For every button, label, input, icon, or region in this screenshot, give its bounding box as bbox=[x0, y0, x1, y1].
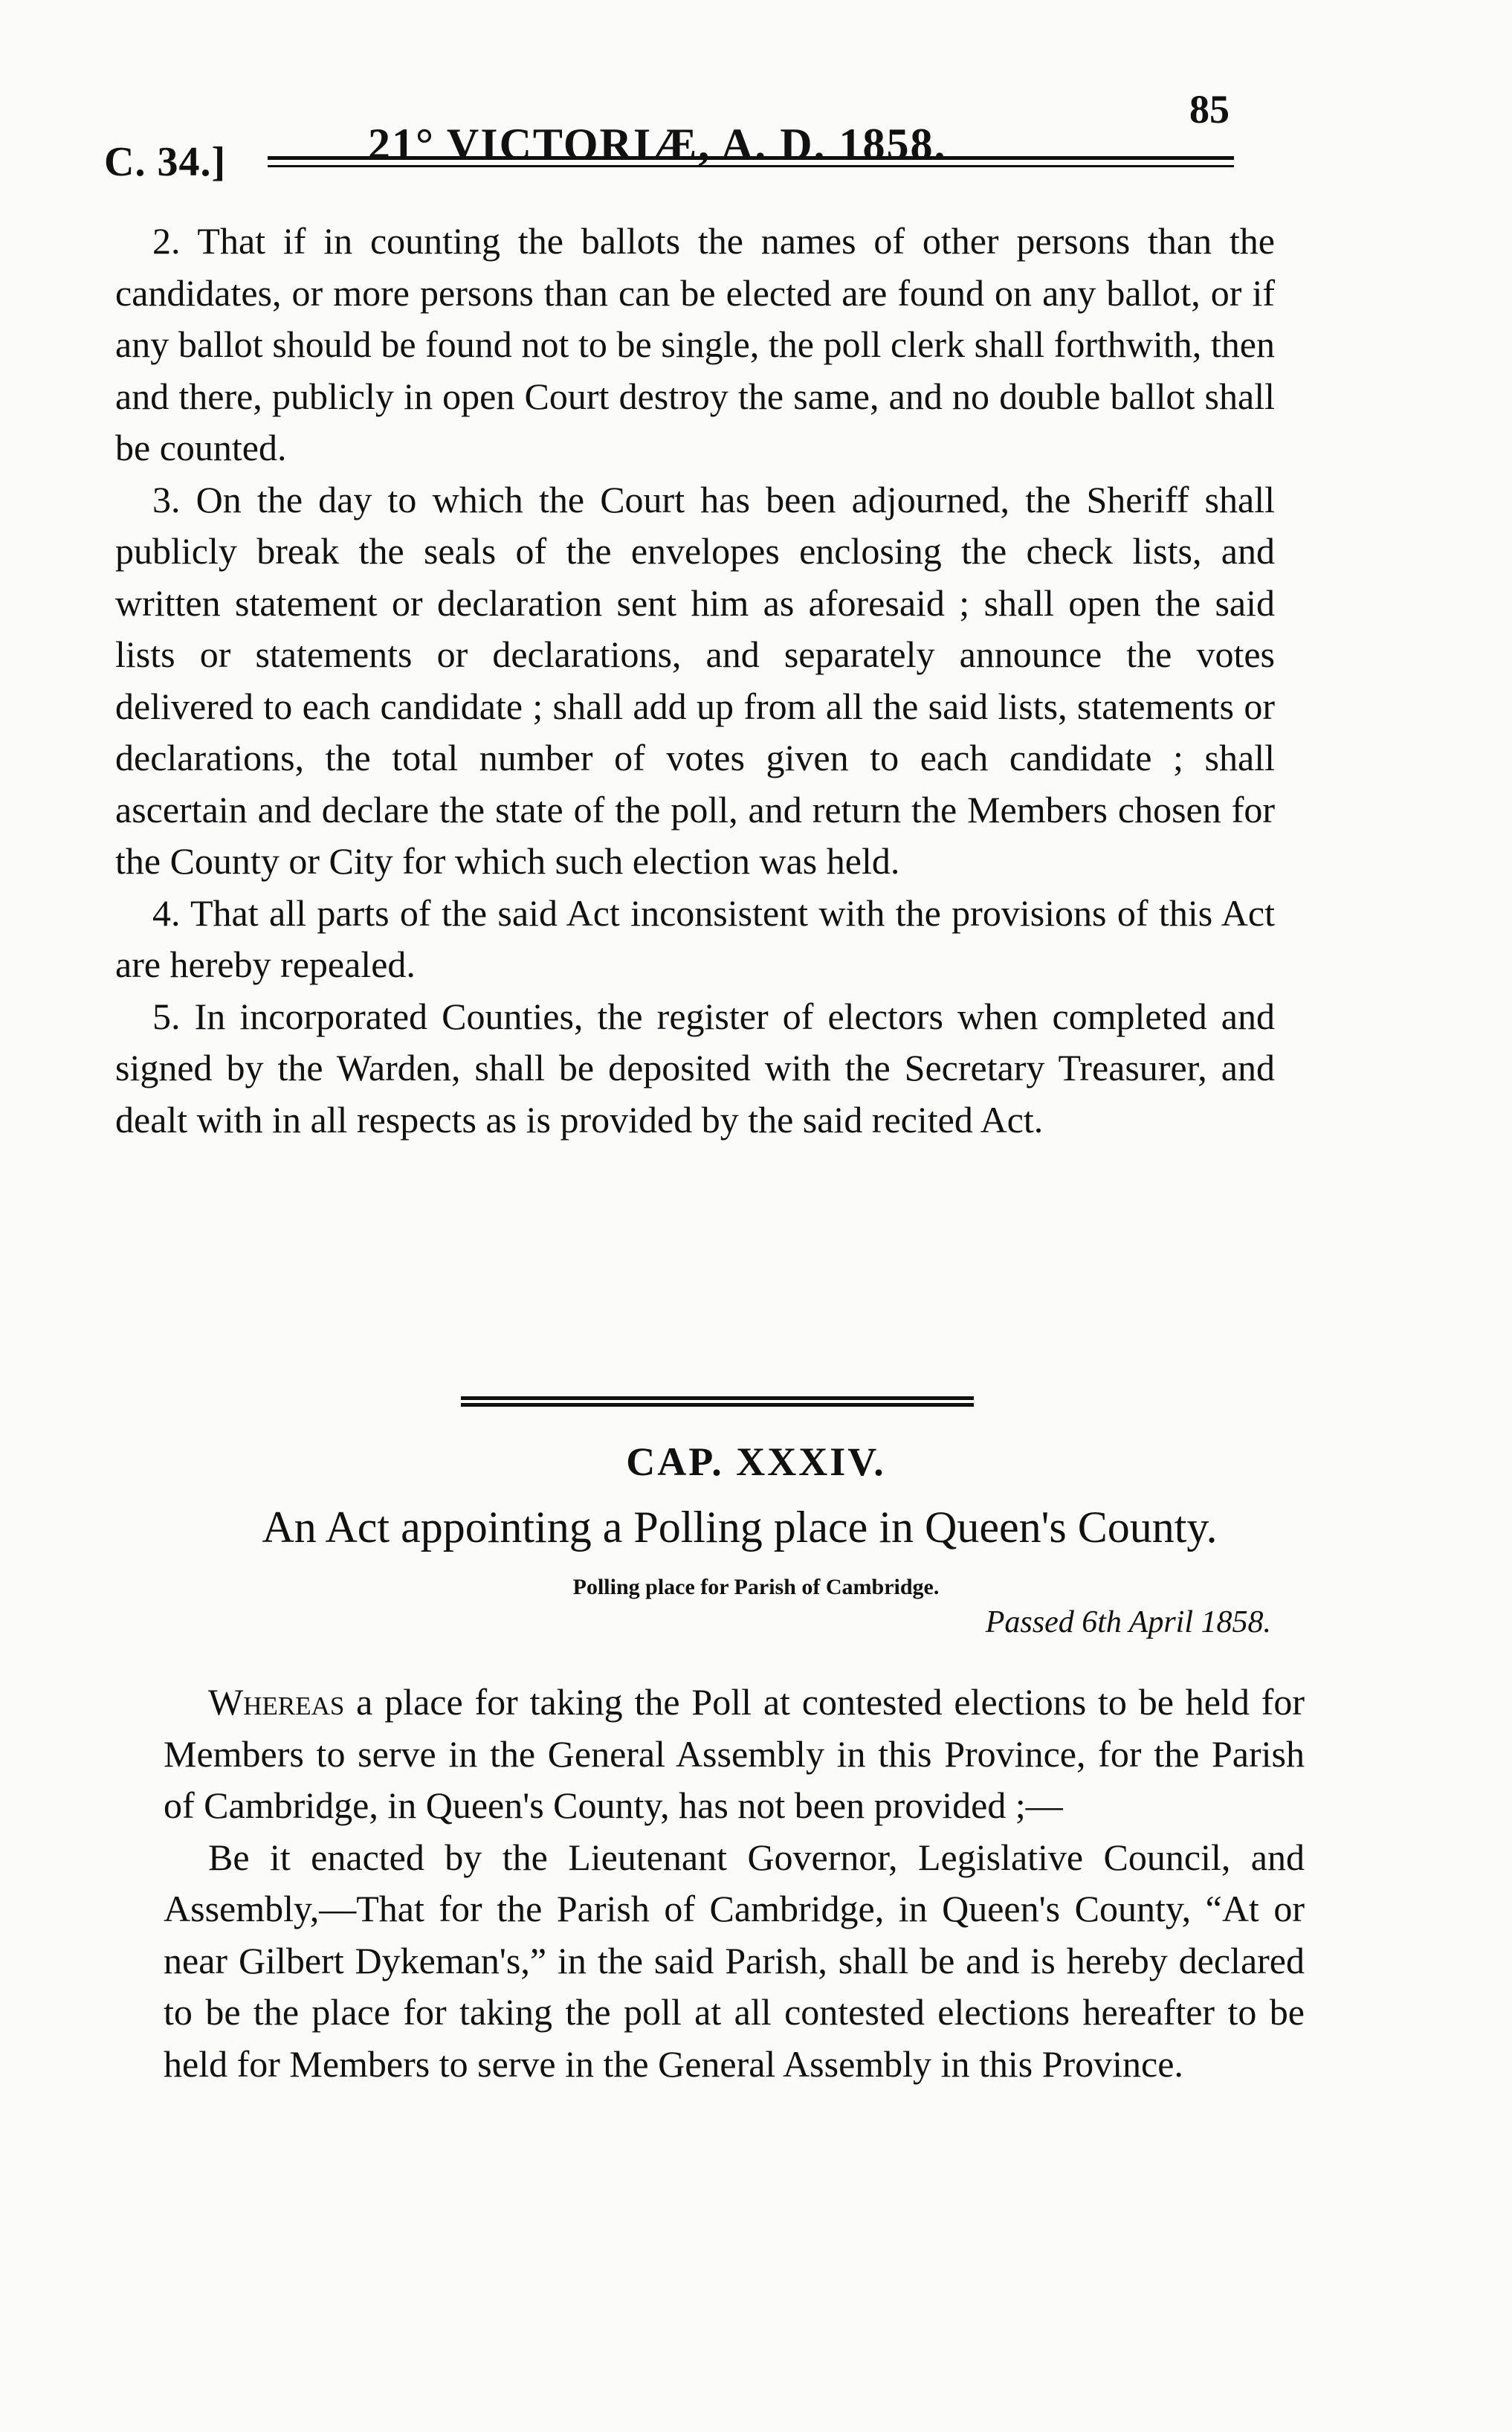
section-4: 4. That all parts of the said Act inconsistent with the provisions of this Act are hereby repealed. bbox=[115, 891, 1275, 985]
chapter-heading: CAP. XXXIV. bbox=[626, 1439, 886, 1484]
marginal-note: Polling place for Parish of Cambridge. bbox=[572, 1575, 940, 1599]
section-2: 2. That if in counting the ballots the names of other persons than the candidates, or more persons than can be elected are found on any ballot, or if any ballot should be found not to be single, the poll clerk shall forthwith, then and there, publicly in open Court destroy the same, and no double ballot shall be counted. bbox=[115, 220, 1275, 468]
page-number: 85 bbox=[1189, 87, 1230, 132]
running-title: 21° VICTORIÆ, A. D. 1858. bbox=[368, 120, 947, 169]
section-5: 5. In incorporated Counties, the register of electors when completed and signed by the Warden, shall be deposited with the Secretary Treasurer, and dealt with in all respects as is provided by the said recited Act. bbox=[115, 995, 1275, 1141]
section-3: 3. On the day to which the Court has been adjourned, the Sheriff shall publicly break the seals of the envelopes enclosing the check lists, and written statement or declaration sent him as aforesaid ; shall open the said lists or statements or declarations, and separately announce the votes delivered to each candidate ; shall add up from all the said lists, statements or declarations, the total number of votes given to each candidate ; shall ascertain and declare the state of the poll, and return the Members chosen for the County or City for which such election was held. bbox=[115, 478, 1275, 882]
enacting-clause: Be it enacted by the Lieutenant Governor, Legislative Council, and Assembly,—That for the Parish of Cambridge, in Queen's County, “At or near Gilbert Dykeman's,” in the said Parish, shall be and is hereby declared to be the place for taking the poll at all contested elections hereafter to be held for Members to serve in the General Assembly in this Province. bbox=[164, 1836, 1305, 2085]
act-title: An Act appointing a Polling place in Queen's County. bbox=[262, 1503, 1218, 1552]
act-body bbox=[164, 1677, 1305, 2090]
preamble-text: a place for taking the Poll at contested elections to be held for Members to serve in the General Assembly in this Province, for the Parish of Cambridge, in Queen's County, has not been provided ;— bbox=[164, 1681, 1305, 1826]
chapter-reference: C. 34.] bbox=[104, 139, 227, 185]
header-rule bbox=[268, 156, 1234, 167]
passed-date: Passed 6th April 1858. bbox=[985, 1605, 1271, 1639]
preamble-lead-word: Whereas bbox=[208, 1681, 345, 1723]
section-divider bbox=[461, 1396, 974, 1407]
continued-act-text bbox=[115, 216, 1275, 1146]
preamble bbox=[164, 1677, 1305, 1832]
